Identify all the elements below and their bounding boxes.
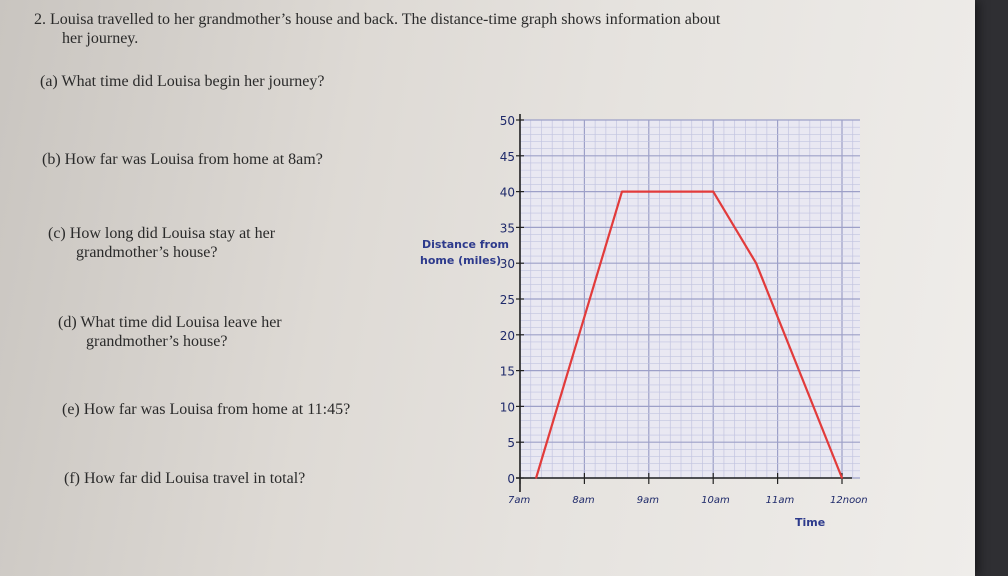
x-tick-label: 11am xyxy=(765,495,795,506)
y-tick-label: 20 xyxy=(499,328,515,343)
data-point xyxy=(841,477,843,479)
question-b: (b) How far was Louisa from home at 8am? xyxy=(42,151,323,168)
y-tick-label: 40 xyxy=(499,185,515,200)
x-tick-label: 7am xyxy=(508,495,531,506)
heading-line-2: her journey. xyxy=(62,30,139,47)
y-tick-label: 5 xyxy=(507,436,515,451)
question-f: (f) How far did Louisa travel in total? xyxy=(64,470,306,487)
y-tick-label: 30 xyxy=(499,257,515,272)
question-c-line-2: grandmother’s house? xyxy=(76,244,218,261)
x-axis-label: Time xyxy=(795,516,826,529)
y-tick-label: 35 xyxy=(499,221,515,236)
y-axis-label-line-2: home (miles) xyxy=(420,254,502,267)
data-point xyxy=(712,191,714,193)
x-tick-label: 10am xyxy=(701,495,730,506)
y-tick-label: 50 xyxy=(499,114,515,128)
y-axis-label-line-1: Distance from xyxy=(422,238,510,251)
y-tick-label: 10 xyxy=(499,400,515,415)
y-tick-label: 0 xyxy=(507,472,515,486)
x-tick-label: 9am xyxy=(636,495,660,506)
question-d-line-2: grandmother’s house? xyxy=(86,333,228,350)
y-tick-label: 15 xyxy=(499,364,515,379)
question-d-line-1: (d) What time did Louisa leave her xyxy=(58,314,282,331)
y-tick-label: 45 xyxy=(499,149,515,164)
question-e: (e) How far was Louisa from home at 11:45? xyxy=(62,401,351,418)
x-tick-label: 12noon xyxy=(830,495,868,506)
y-tick-label: 25 xyxy=(499,293,515,307)
chart-grid xyxy=(520,120,860,478)
x-tick-label: 8am xyxy=(572,495,595,506)
question-a: (a) What time did Louisa begin her journey? xyxy=(40,73,325,90)
heading-line-1: 2. Louisa travelled to her grandmother’s house and back. The distance-time graph shows information about xyxy=(34,11,721,28)
data-point xyxy=(535,477,537,479)
data-point xyxy=(621,191,623,193)
data-point xyxy=(755,262,757,264)
question-c-line-1: (c) How long did Louisa stay at her xyxy=(48,225,276,242)
